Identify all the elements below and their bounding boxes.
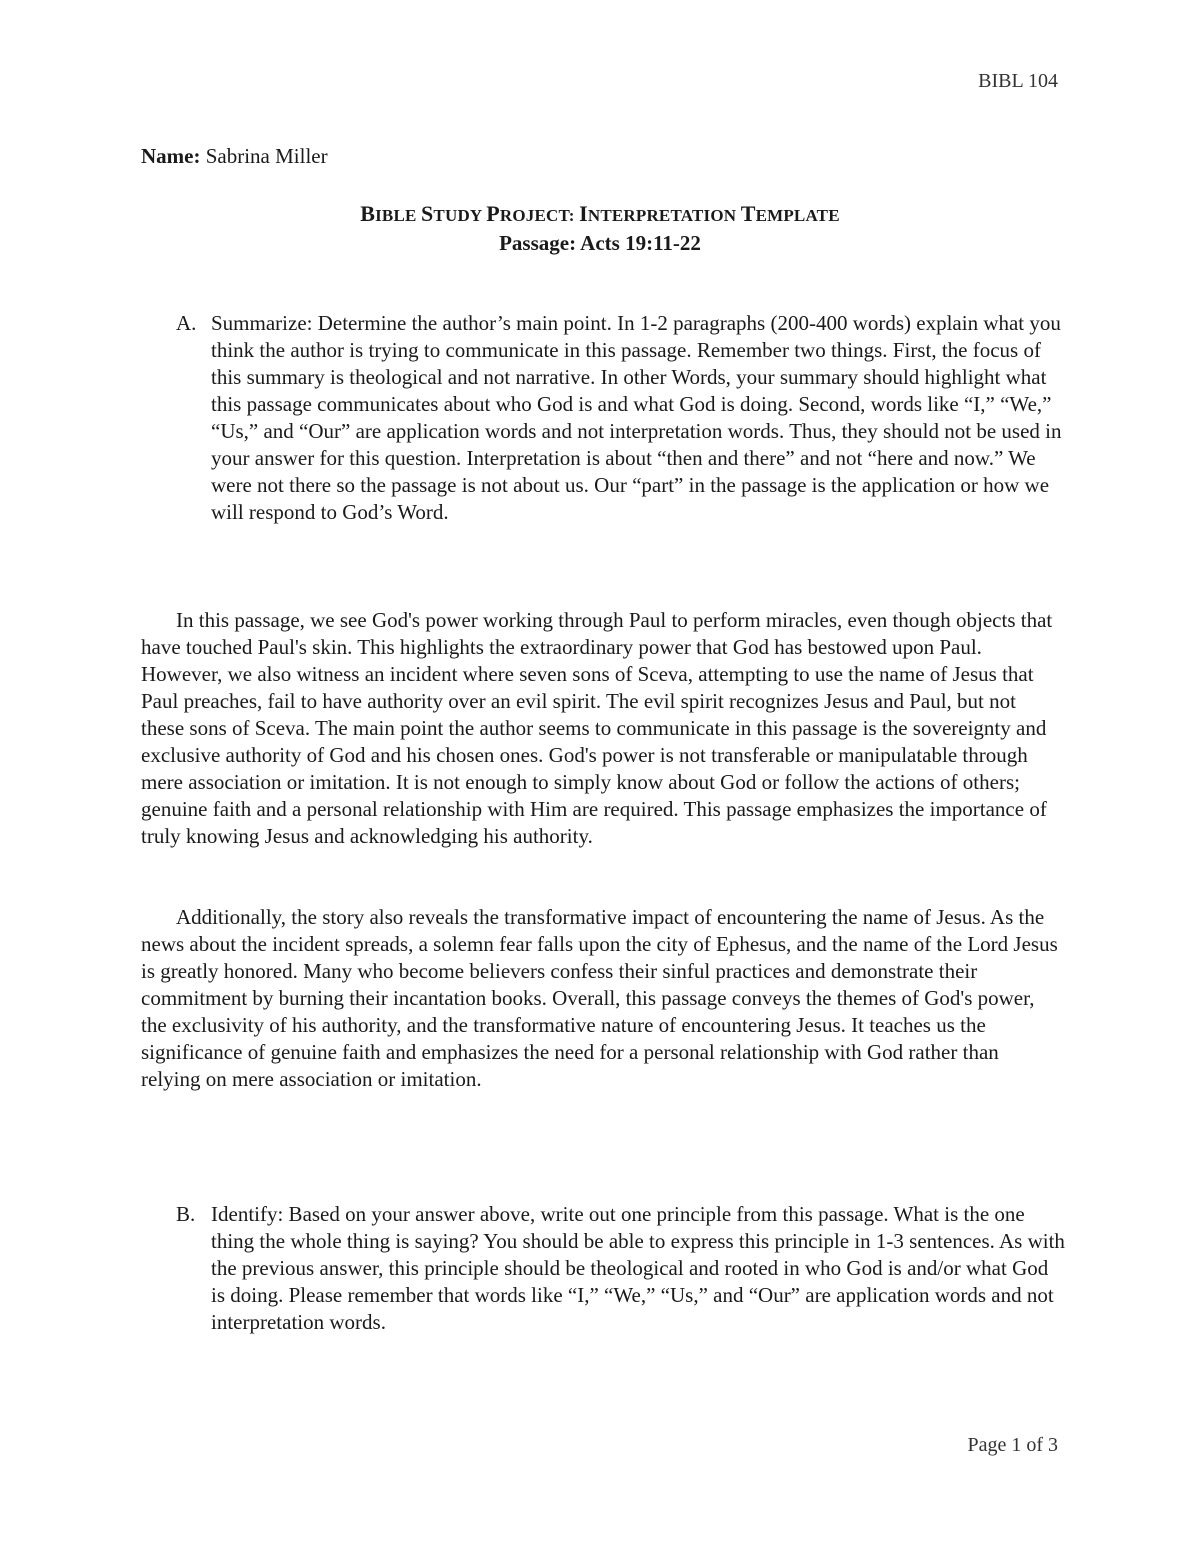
prompt-b-marker: B. bbox=[176, 1202, 196, 1226]
prompt-b bbox=[176, 1201, 1066, 1336]
answer-paragraph-2-text: Additionally, the story also reveals the transformative impact of encountering the name of Jesus. As the news about the incident spreads, a solemn fear falls upon the city of Ephesus, and the name of the Lord Jesus is greatly honored. Many who become believers confess their sinful practices and demonstrate their commitment by burning their incantation books. Overall, this passage conveys the themes of God's power, the exclusivity of his authority, and the transformative nature of encountering Jesus. It teaches us the significance of genuine faith and emphasizes the need for a personal relationship with God rather than relying on mere association or imitation. bbox=[141, 905, 1058, 1091]
prompt-a bbox=[176, 310, 1066, 526]
answer-paragraph-1 bbox=[141, 607, 1059, 850]
prompt-b-text: Identify: Based on your answer above, write out one principle from this passage. What is the one thing the whole thing is saying? You should be able to express this principle in 1-3 sentences. As with the previous answer, this principle should be theological and rooted in who God is and/or what God is doing. Please remember that words like “I,” “We,” “Us,” and “Our” are application words and not interpretation words. bbox=[211, 1202, 1065, 1334]
prompt-a-text: Summarize: Determine the author’s main point. In 1-2 paragraphs (200-400 words) explain what you think the author is trying to communicate in this passage. Remember two things. First, the focus of this summary is theological and not narrative. In other Words, your summary should highlight what this passage communicates about who God is and what God is doing. Second, words like “I,” “We,” “Us,” and “Our” are application words and not interpretation words. Thus, they should not be used in your answer for this question. Interpretation is about “then and there” and not “here and now.” We were not there so the passage is not about us. Our “part” in the passage is the application or how we will respond to God’s Word. bbox=[211, 311, 1062, 524]
answer-paragraph-1-text: In this passage, we see God's power working through Paul to perform miracles, even though objects that have touched Paul's skin. This highlights the extraordinary power that God has bestowed upon Paul. However, we also witness an incident where seven sons of Sceva, attempting to use the name of Jesus that Paul preaches, fail to have authority over an evil spirit. The evil spirit recognizes Jesus and Paul, but not these sons of Sceva. The main point the author seems to communicate in this passage is the sovereignty and exclusive authority of God and his chosen ones. God's power is not transferable or manipulatable through mere association or imitation. It is not enough to simply know about God or follow the actions of others; genuine faith and a personal relationship with Him are required. This passage emphasizes the importance of truly knowing Jesus and acknowledging his authority. bbox=[141, 608, 1053, 848]
student-name: Sabrina Miller bbox=[205, 144, 328, 168]
document-title: BIBLE STUDY PROJECT: INTERPRETATION TEMPLATE bbox=[360, 201, 840, 226]
passage-reference: Passage: Acts 19:11-22 bbox=[499, 231, 701, 255]
student-name-line bbox=[141, 144, 328, 169]
prompt-a-marker: A. bbox=[176, 311, 197, 335]
answer-paragraph-2 bbox=[141, 904, 1059, 1093]
course-code: BIBL 104 bbox=[978, 70, 1058, 92]
name-label: Name: bbox=[141, 144, 201, 168]
title-block bbox=[0, 200, 1200, 257]
page-number: Page 1 of 3 bbox=[967, 1434, 1058, 1456]
